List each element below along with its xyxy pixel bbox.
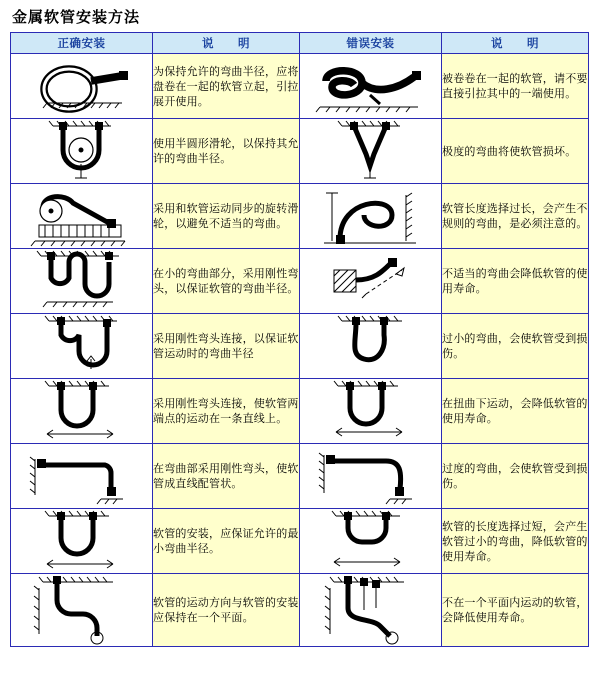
table-row	[11, 54, 589, 119]
out-of-plane-motion-icon	[300, 574, 442, 647]
improper-bend-block-icon	[300, 249, 442, 314]
wrong-description: 软管的长度选择过短，会产生软管过小的弯曲，降低软管的使用寿命。	[442, 509, 589, 574]
rigid-elbow-u-bend-icon	[11, 314, 153, 379]
straight-piping-elbow-icon	[11, 444, 153, 509]
table-row	[11, 249, 589, 314]
too-long-small-bend-icon	[300, 509, 442, 574]
header-correct-description: 说 明	[153, 33, 300, 54]
coiled-hose-upright-icon	[11, 54, 153, 119]
correct-description: 采用刚性弯头连接，以保证软管运动时的弯曲半径	[153, 314, 300, 379]
correct-description: 采用刚性弯头连接，使软管两端点的运动在一条直线上。	[153, 379, 300, 444]
correct-description: 采用和软管运动同步的旋转滑轮，以避免不适当的弯曲。	[153, 184, 300, 249]
excess-length-loop-icon	[300, 184, 442, 249]
rigid-elbow-straight-line-icon	[11, 379, 153, 444]
synchronized-rotating-sheave-icon	[11, 184, 153, 249]
correct-description: 软管的安装，应保证允许的最小弯曲半径。	[153, 509, 300, 574]
table-row	[11, 379, 589, 444]
wrong-description: 软管长度选择过长，会产生不规则的弯曲，是必须注意的。	[442, 184, 589, 249]
installation-method-table	[10, 32, 589, 647]
table-row	[11, 574, 589, 647]
table-row	[11, 314, 589, 379]
wrong-description: 过度的弯曲，会使软管受到损伤。	[442, 444, 589, 509]
table-row	[11, 509, 589, 574]
table-row	[11, 184, 589, 249]
coiled-hose-pulled-icon	[300, 54, 442, 119]
table-row	[11, 444, 589, 509]
rigid-elbow-small-bend-icon	[11, 249, 153, 314]
correct-description: 在弯曲部采用刚性弯头，使软管成直线配管状。	[153, 444, 300, 509]
correct-description: 在小的弯曲部分，采用刚性弯头，以保证软管的弯曲半径。	[153, 249, 300, 314]
correct-description: 使用半圆形滑轮，以保持其允许的弯曲半径。	[153, 119, 300, 184]
correct-description: 软管的运动方向与软管的安装应保持在一个平面。	[153, 574, 300, 647]
over-bending-icon	[300, 444, 442, 509]
wrong-description: 不适当的弯曲会降低软管的使用寿命。	[442, 249, 589, 314]
header-wrong-installation: 错误安装	[300, 33, 442, 54]
minimum-bend-radius-icon	[11, 509, 153, 574]
wrong-description: 被卷卷在一起的软管，请不要直接引拉其中的一端使用。	[442, 54, 589, 119]
sharp-bend-pulley-icon	[300, 119, 442, 184]
wrong-description: 不在一个平面内运动的软管，会降低使用寿命。	[442, 574, 589, 647]
table-header-row	[11, 33, 589, 54]
same-plane-motion-icon	[11, 574, 153, 647]
too-tight-bend-icon	[300, 314, 442, 379]
header-correct-installation: 正确安装	[11, 33, 153, 54]
table-row	[11, 119, 589, 184]
wrong-description: 极度的弯曲将使软管损坏。	[442, 119, 589, 184]
wrong-description: 在扭曲下运动，会降低软管的使用寿命。	[442, 379, 589, 444]
page-title: 金属软管安装方法	[12, 8, 141, 26]
header-wrong-description: 说 明	[442, 33, 589, 54]
semicircular-sheave-icon	[11, 119, 153, 184]
wrong-description: 过小的弯曲，会使软管受到损伤。	[442, 314, 589, 379]
correct-description: 为保持允许的弯曲半径，应将盘卷在一起的软管立起，引拉展开使用。	[153, 54, 300, 119]
twisted-u-motion-icon	[300, 379, 442, 444]
